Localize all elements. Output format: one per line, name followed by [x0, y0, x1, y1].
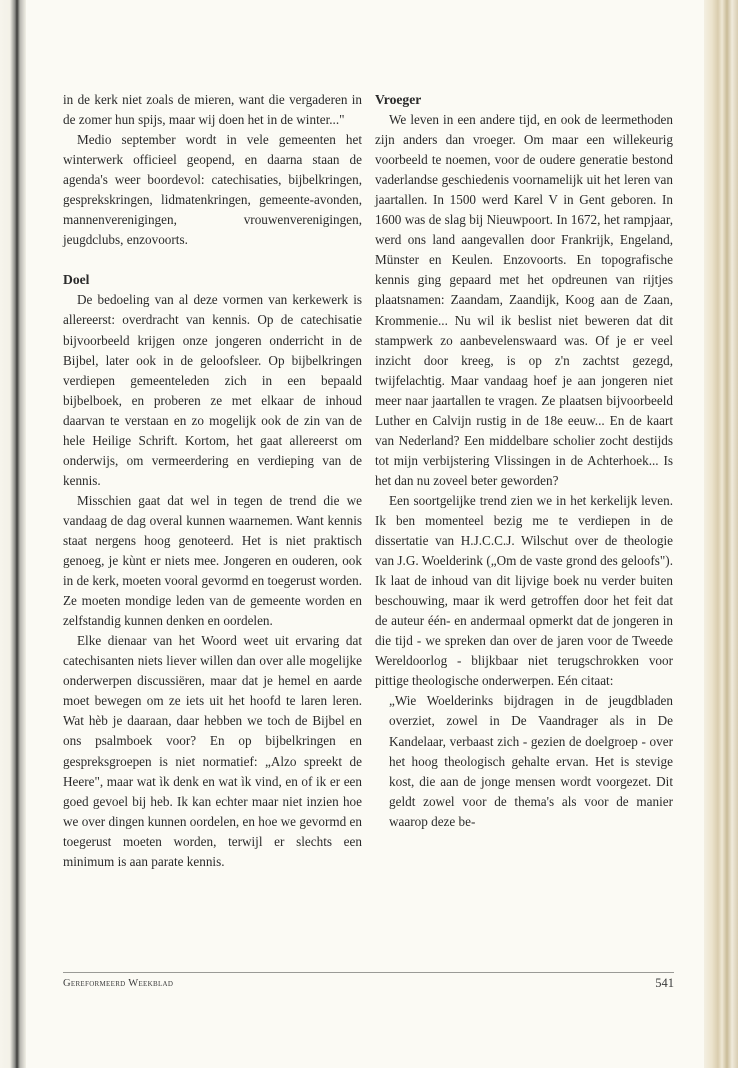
section-heading-doel: Doel: [63, 272, 90, 288]
footer-rule: [63, 972, 674, 973]
paragraph-bedoeling: De bedoeling van al deze vormen van kerkewerk is allereerst: overdracht van kennis. Op de catechisatie bijvoorbeeld krijgen onze jongeren onderricht in de Bijbel, later ook in de geloofsleer. Op bijbelkringen verdiepen gemeenteleden zich in een bepaald bijbelboek, en proberen ze met elkaar de inhoud daarvan te verstaan en zo mogelijk ook de zin van de hele Heilige Schrift. Kortom, het gaat allereerst om onderwijs, om vermeerdering en verdieping van de kennis.: [63, 292, 362, 488]
section-heading-vroeger: Vroeger: [375, 92, 422, 107]
right-page-edges: [704, 0, 738, 1068]
left-binding-edge: [0, 0, 26, 1068]
continued-paragraph: in de kerk niet zoals de mieren, want die vergaderen in de zomer hun spijs, maar wij doen het in de winter...": [63, 92, 362, 128]
paragraph-ervaring: Elke dienaar van het Woord weet uit ervaring dat catechisanten niets liever willen dan over alle mogelijke onderwerpen discussiëren, maar dat je hemel en aarde moet bewegen om ze iets uit het hoofd te laren leren. Wat hèb je daaraan, daar hebben we toch de Bijbel en ons psalmboek voor? En op bijbelkringen en gespreksgroepen is niet normatief: „Alzo spreekt de Heere", maar wat ìk denk en wat ìk vind, en of ik er een goed gevoel bij heb. Ik kan echter maar niet inzien hoe we over dingen kunnen oordelen, en hoe we gevormd en toegerust moeten worden, terwijl er slechts een minimum is aan parate kennis.: [63, 633, 362, 869]
right-column: [375, 90, 673, 832]
paragraph-winterwerk: Medio september wordt in vele gemeenten het winterwerk officieel geopend, en daarna staan de agenda's weer boordevol: catechisaties, bijbelkringen, gesprekskringen, lidmatenkringen, gemeente-avonden, mannenverenigingen, vrouwenverenigingen, jeugdclubs, enzovoorts.: [63, 132, 362, 248]
paragraph-trend: Misschien gaat dat wel in tegen de trend die we vandaag de dag overal kunnen waarnemen. Want kennis staat nergens hoog genoteerd. Het is niet praktisch genoeg, je kùnt er niets mee. Jongeren en ouderen, ook in de kerk, moeten vooral gevormd en toegerust worden. Ze moeten mondige leden van de gemeente worden en zelfstandig kunnen denken en oordelen.: [63, 492, 362, 629]
quotation: „Wie Woelderinks bijdragen in de jeugdbladen overziet, zowel in De Vaandrager als in De Kandelaar, verbaast zich - gezien de doelgroep - over het hoog theologisch gehalte ervan. Het is stevige kost, die aan de jonge mensen wordt voorgezet. Dit geldt zowel voor de thema's als voor de manier waarop deze be-: [389, 693, 673, 829]
page-number: 541: [655, 976, 674, 990]
paragraph-andere-tijd: We leven in een andere tijd, en ook de leermethoden zijn anders dan vroeger. Om maar een willekeurig voorbeeld te noemen, voor de oudere generatie bestond vaderlandse geschiedenis voornamelijk uit het leren van jaartallen. In 1500 werd Karel V in Gent geboren. In 1600 was de slag bij Nieuwpoort. In 1672, het rampjaar, werd ons land aangevallen door Frankrijk, Engeland, Münster en Keulen. Enzovoorts. En topografische kennis ging gepaard met het opdreunen van rijtjes plaatsnamen: Zaandam, Zaandijk, Koog aan de Zaan, Krommenie... Nu wil ik beslist niet beweren dat dit stampwerk zo aanbevelenswaard was. Of je er veel inzicht door kreeg, is op z'n zachtst gezegd, twijfelachtig. Maar vandaag hoef je aan jongeren niet meer naar jaartallen te vragen. Ze plaatsen bijvoorbeeld Luther en Calvijn rustig in de 18e eeuw... En de kaart van Nederland? Een middelbare scholier zocht destijds tot mijn verbijstering Vlissingen in de Achterhoek... Is het dan nu zoveel beter geworden?: [375, 112, 673, 488]
publication-title: Gereformeerd Weekblad: [63, 978, 174, 989]
paragraph-kerkelijk-leven: Een soortgelijke trend zien we in het kerkelijk leven. Ik ben momenteel bezig me te verdiepen in de dissertatie van H.J.C.C.J. Wilschut over de theologie van J.G. Woelderink („Om de vaste grond des geloofs"). Ik laat de inhoud van dit lijvige boek nu verder buiten beschouwing, maar ik werd getroffen door het feit dat de auteur één- en andermaal opmerkt dat de jongeren in die tijd - we spreken dan over de jaren voor de Tweede Wereldoorlog - blijkbaar niet terugschrokken voor pittige theologische onderwerpen. Eén citaat:: [375, 492, 673, 689]
left-column: [63, 90, 362, 872]
